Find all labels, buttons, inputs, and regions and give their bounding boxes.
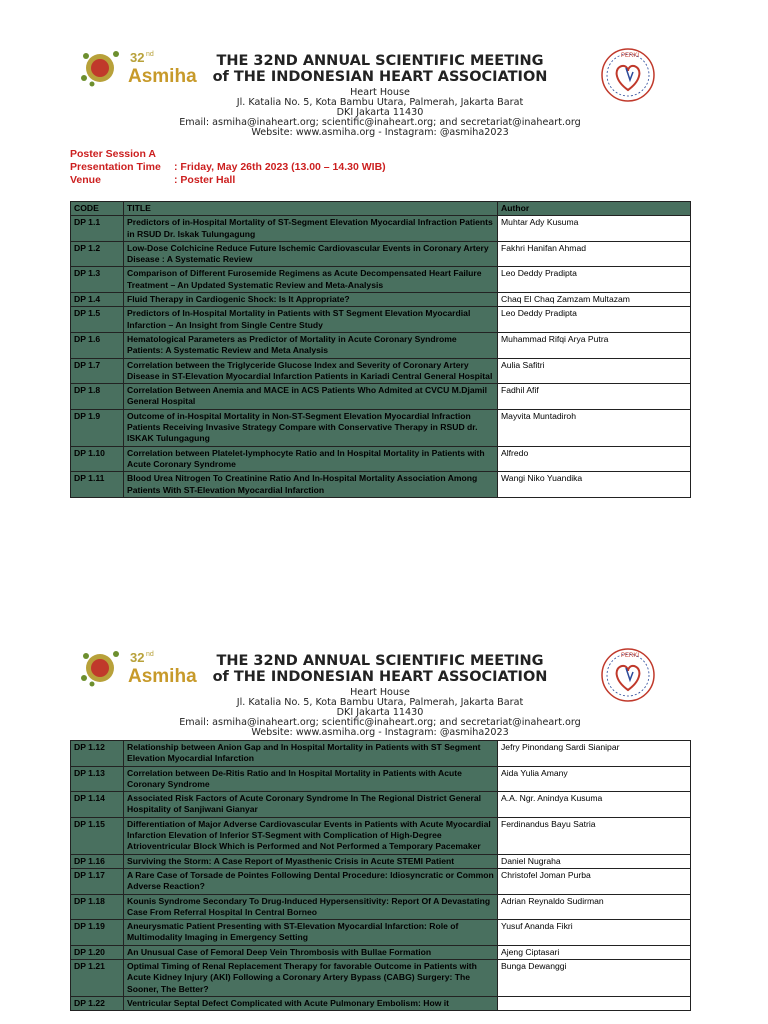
perki-logo xyxy=(600,44,656,106)
venue-label: Venue xyxy=(70,174,101,186)
poster-table-1 xyxy=(70,201,691,498)
poster-author: Leo Deddy Pradipta xyxy=(498,307,691,333)
poster-title: Kounis Syndrome Secondary To Drug-Induced Hypersensitivity: Report Of A Devastating Case From Referral Hospital In Central Borneo xyxy=(124,894,498,920)
contact-email: Email: asmiha@inaheart.org; scientific@inaheart.org; and secretariat@inaheart.org xyxy=(179,717,581,728)
poster-author: Jefry Pinondang Sardi Sianipar xyxy=(498,741,691,767)
page-2 xyxy=(0,640,768,1008)
table-row xyxy=(71,945,691,959)
letterhead xyxy=(0,40,768,138)
poster-code: DP 1.17 xyxy=(71,868,124,894)
table-row xyxy=(71,792,691,818)
poster-title: Low-Dose Colchicine Reduce Future Ischemic Cardiovascular Events in Coronary Artery Disease : A Systematic Review xyxy=(124,241,498,267)
svg-text:Asmiha: Asmiha xyxy=(128,666,197,687)
meeting-title-line1: THE 32ND ANNUAL SCIENTIFIC MEETING xyxy=(216,653,544,669)
table-row xyxy=(71,267,691,293)
poster-author: Bunga Dewanggi xyxy=(498,960,691,997)
poster-title: A Rare Case of Torsade de Pointes Following Dental Procedure: Idiosyncratic or Common Adverse Reaction? xyxy=(124,868,498,894)
poster-code: DP 1.1 xyxy=(71,216,124,242)
poster-title: Aneurysmatic Patient Presenting with ST-Elevation Myocardial Infarction: Role of Multimodality Imaging in Emergency Setting xyxy=(124,920,498,946)
col-header-code: CODE xyxy=(71,202,124,216)
table-row xyxy=(71,241,691,267)
table-row xyxy=(71,384,691,410)
poster-code: DP 1.22 xyxy=(71,996,124,1010)
table-row xyxy=(71,817,691,854)
poster-author: Muhtar Ady Kusuma xyxy=(498,216,691,242)
poster-title: An Unusual Case of Femoral Deep Vein Thrombosis with Bullae Formation xyxy=(124,945,498,959)
poster-code: DP 1.5 xyxy=(71,307,124,333)
svg-text:nd: nd xyxy=(146,51,154,58)
poster-title: Optimal Timing of Renal Replacement Therapy for favorable Outcome in Patients with Acute Kidney Injury (AKI) Following a Coronary Artery Bypass (CABG) Surgery: The Sooner, The Better? xyxy=(124,960,498,997)
address-line1: Heart House xyxy=(350,687,410,698)
svg-text:nd: nd xyxy=(146,651,154,658)
poster-title: Correlation between Platelet-lymphocyte Ratio and In Hospital Mortality in Patients with Acute Coronary Syndrome xyxy=(124,446,498,472)
poster-title: Surviving the Storm: A Case Report of Myasthenic Crisis in Acute STEMI Patient xyxy=(124,854,498,868)
poster-code: DP 1.6 xyxy=(71,332,124,358)
poster-title: Ventricular Septal Defect Complicated with Acute Pulmonary Embolism: How it xyxy=(124,996,498,1010)
address-line2: Jl. Katalia No. 5, Kota Bambu Utara, Palmerah, Jakarta Barat xyxy=(236,97,524,108)
poster-title: Correlation between the Triglyceride Glucose Index and Severity of Coronary Artery Disease in ST-Elevation Myocardial Infarction Patients in Kariadi Central General Hospital xyxy=(124,358,498,384)
poster-code: DP 1.9 xyxy=(71,409,124,446)
poster-code: DP 1.21 xyxy=(71,960,124,997)
time-label: Presentation Time xyxy=(70,161,161,173)
poster-title: Predictors of in-Hospital Mortality of ST-Segment Elevation Myocardial Infraction Patients in RSUD Dr. Iskak Tulungagung xyxy=(124,216,498,242)
poster-code: DP 1.11 xyxy=(71,472,124,498)
presentation-time xyxy=(70,161,386,174)
poster-title: Relationship between Anion Gap and In Hospital Mortality in Patients with ST Segment Elevation Myocardial Infarction xyxy=(124,741,498,767)
poster-code: DP 1.2 xyxy=(71,241,124,267)
meeting-title-line2: of THE INDONESIAN HEART ASSOCIATION xyxy=(212,69,548,85)
poster-author: Yusuf Ananda Fikri xyxy=(498,920,691,946)
poster-author: Aulia Safitri xyxy=(498,358,691,384)
poster-code: DP 1.13 xyxy=(71,766,124,792)
poster-author: Chaq El Chaq Zamzam Multazam xyxy=(498,293,691,307)
poster-code: DP 1.3 xyxy=(71,267,124,293)
table-row xyxy=(71,446,691,472)
poster-author: Fakhri Hanifan Ahmad xyxy=(498,241,691,267)
venue xyxy=(70,174,235,187)
poster-author: Alfredo xyxy=(498,446,691,472)
poster-title: Fluid Therapy in Cardiogenic Shock: Is It Appropriate? xyxy=(124,293,498,307)
table-row xyxy=(71,854,691,868)
table-body-2 xyxy=(71,741,691,1011)
poster-author: Fadhil Afif xyxy=(498,384,691,410)
poster-author xyxy=(498,996,691,1010)
poster-author: Ajeng Ciptasari xyxy=(498,945,691,959)
meeting-title-line2: of THE INDONESIAN HEART ASSOCIATION xyxy=(212,669,548,685)
table-row xyxy=(71,766,691,792)
address-line2: Jl. Katalia No. 5, Kota Bambu Utara, Palmerah, Jakarta Barat xyxy=(236,697,524,708)
letterhead xyxy=(0,640,768,738)
address-line1: Heart House xyxy=(350,87,410,98)
poster-code: DP 1.7 xyxy=(71,358,124,384)
poster-author: Christofel Joman Purba xyxy=(498,868,691,894)
poster-code: DP 1.16 xyxy=(71,854,124,868)
svg-text:PERKI: PERKI xyxy=(621,53,640,59)
contact-website: Website: www.asmiha.org - Instagram: @asmiha2023 xyxy=(251,727,509,738)
poster-title: Correlation between De-Ritis Ratio and In Hospital Mortality in Patients with Acute Coronary Syndrome xyxy=(124,766,498,792)
poster-title: Blood Urea Nitrogen To Creatinine Ratio And In-Hospital Mortality Association Among Patients With ST-Elevation Myocardial Infarction xyxy=(124,472,498,498)
table-row xyxy=(71,741,691,767)
col-header-title: TITLE xyxy=(124,202,498,216)
poster-code: DP 1.10 xyxy=(71,446,124,472)
poster-title: Correlation Between Anemia and MACE in ACS Patients Who Admited at CVCU M.Djamil General Hospital xyxy=(124,384,498,410)
poster-code: DP 1.15 xyxy=(71,817,124,854)
table-row xyxy=(71,307,691,333)
time-value: : Friday, May 26th 2023 (13.00 – 14.30 WIB) xyxy=(174,161,386,173)
poster-author: A.A. Ngr. Anindya Kusuma xyxy=(498,792,691,818)
contact-email: Email: asmiha@inaheart.org; scientific@inaheart.org; and secretariat@inaheart.org xyxy=(179,117,581,128)
poster-code: DP 1.18 xyxy=(71,894,124,920)
poster-author: Mayvita Muntadiroh xyxy=(498,409,691,446)
address-line3: DKI Jakarta 11430 xyxy=(336,107,424,118)
perki-logo xyxy=(600,644,656,706)
contact-website: Website: www.asmiha.org - Instagram: @asmiha2023 xyxy=(251,127,509,138)
poster-title: Outcome of in-Hospital Mortality in Non-ST-Segment Elevation Myocardial Infraction Patients Receiving Invasive Strategy Compare with Conservative Therapy in RSUD dr. ISKAK Tulungagung xyxy=(124,409,498,446)
poster-author: Daniel Nugraha xyxy=(498,854,691,868)
poster-author: Muhammad Rifqi Arya Putra xyxy=(498,332,691,358)
poster-code: DP 1.19 xyxy=(71,920,124,946)
svg-text:Asmiha: Asmiha xyxy=(128,66,197,87)
poster-title: Predictors of In-Hospital Mortality in Patients with ST Segment Elevation Myocardial Infarction – An Insight from Single Centre Study xyxy=(124,307,498,333)
poster-title: Hematological Parameters as Predictor of Mortality in Acute Coronary Syndrome Patients: A Systematic Review and Meta Analysis xyxy=(124,332,498,358)
page-1 xyxy=(0,40,768,495)
table-body-1 xyxy=(71,216,691,498)
table-row xyxy=(71,358,691,384)
poster-title: Differentiation of Major Adverse Cardiovascular Events in Patients with Acute Myocardial Infarction Elevation of Inferior ST-Segment with Complication of High-Degree Atrioventricular Block Which is Performed and Not Performed a Temporary Pacemaker xyxy=(124,817,498,854)
svg-text:32: 32 xyxy=(130,50,145,65)
poster-code: DP 1.8 xyxy=(71,384,124,410)
table-row xyxy=(71,920,691,946)
address-line3: DKI Jakarta 11430 xyxy=(336,707,424,718)
poster-code: DP 1.4 xyxy=(71,293,124,307)
poster-author: Adrian Reynaldo Sudirman xyxy=(498,894,691,920)
poster-code: DP 1.20 xyxy=(71,945,124,959)
table-row xyxy=(71,409,691,446)
poster-title: Associated Risk Factors of Acute Coronary Syndrome In The Regional District General Hospitality of Sanjiwani Gianyar xyxy=(124,792,498,818)
table-header-row xyxy=(71,202,691,216)
poster-code: DP 1.14 xyxy=(71,792,124,818)
table-row xyxy=(71,960,691,997)
table-row xyxy=(71,894,691,920)
table-row xyxy=(71,293,691,307)
table-row xyxy=(71,216,691,242)
poster-session-title: Poster Session A xyxy=(70,148,156,160)
table-row xyxy=(71,868,691,894)
poster-author: Wangi Niko Yuandika xyxy=(498,472,691,498)
poster-author: Ferdinandus Bayu Satria xyxy=(498,817,691,854)
poster-table-2 xyxy=(70,740,691,1011)
poster-author: Aida Yulia Amany xyxy=(498,766,691,792)
venue-value: : Poster Hall xyxy=(174,174,236,186)
svg-text:32: 32 xyxy=(130,650,145,665)
table-row xyxy=(71,472,691,498)
col-header-author: Author xyxy=(498,202,691,216)
meeting-title-line1: THE 32ND ANNUAL SCIENTIFIC MEETING xyxy=(216,53,544,69)
poster-author: Leo Deddy Pradipta xyxy=(498,267,691,293)
poster-title: Comparison of Different Furosemide Regimens as Acute Decompensated Heart Failure Treatment – An Updated Systematic Review and Meta-Analysis xyxy=(124,267,498,293)
svg-text:PERKI: PERKI xyxy=(621,653,640,659)
poster-code: DP 1.12 xyxy=(71,741,124,767)
table-row xyxy=(71,996,691,1010)
table-row xyxy=(71,332,691,358)
